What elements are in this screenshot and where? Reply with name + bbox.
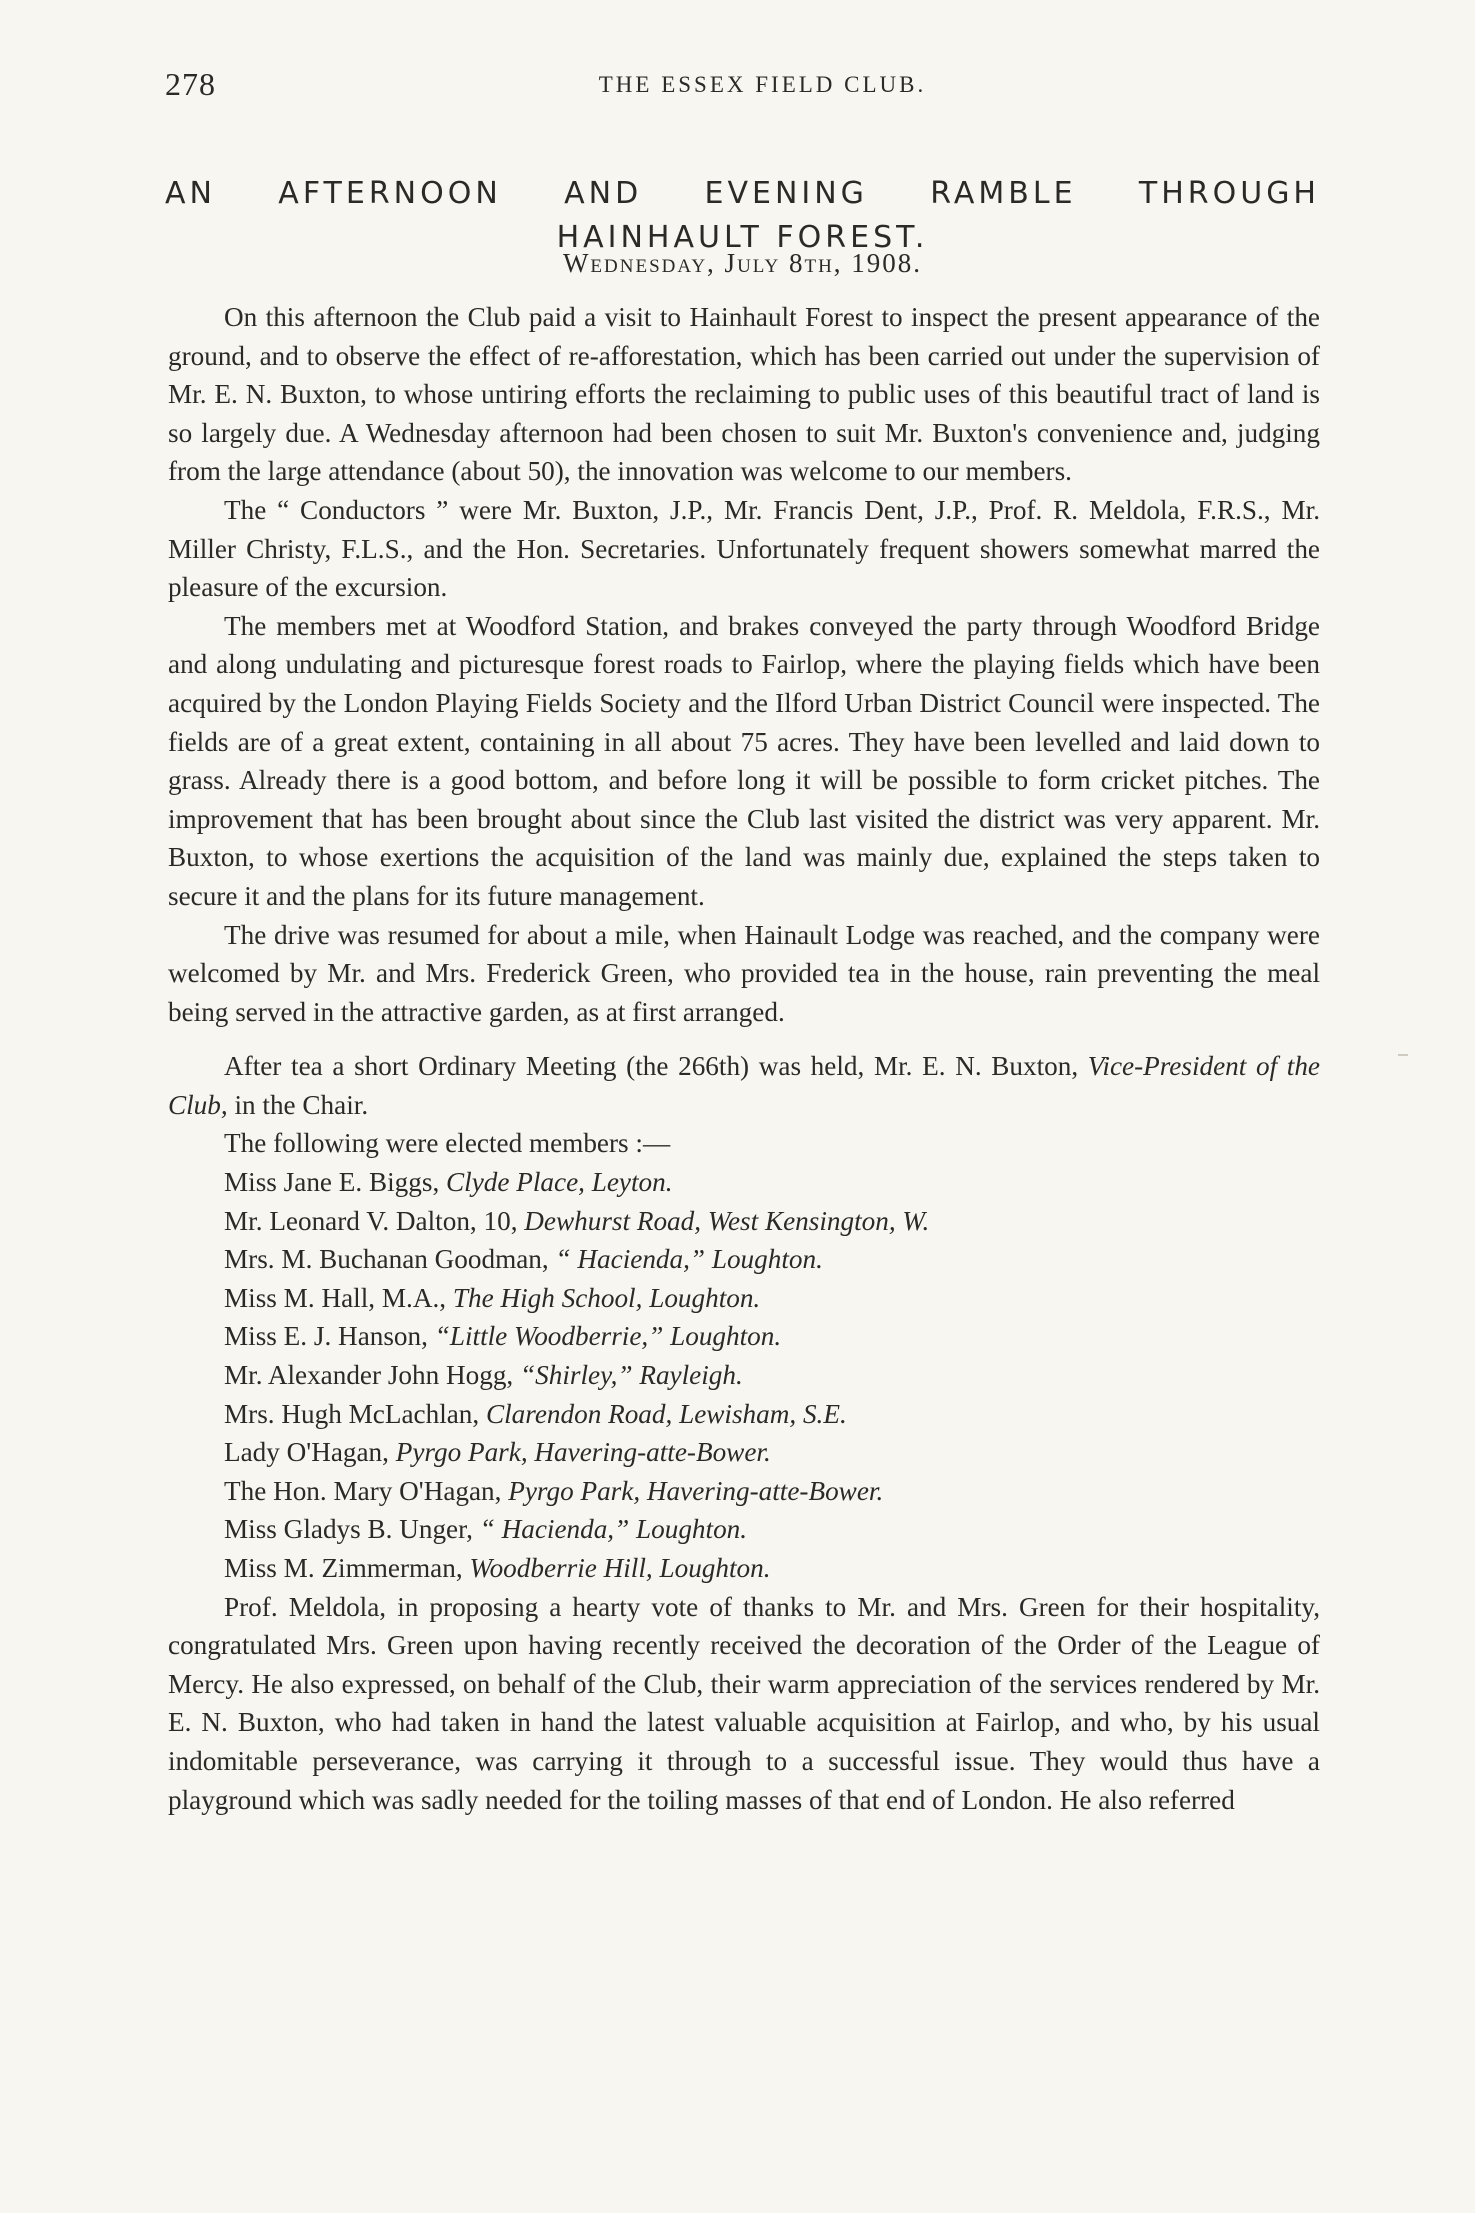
paragraph-fairlop: The members met at Woodford Station, and brakes conveyed the party through Woodford Bridge and along undulating and picturesque forest roads to Fairlop, where the playing fields which have been acquired by the London Playing Fields Society and the Ilford Urban District Council were inspected. The fields are of a great extent, containing in all about 75 acres. They have been levelled and laid down to grass. Already there is a good bottom, and before long it will be possible to form cricket pitches. The improvement that has been brought about since the Club last visited the district was very apparent. Mr. Buxton, to whose exertions the acquisition of the land was mainly due, explained the steps taken to secure it and the plans for its future management.	[168, 610, 1320, 911]
member-item	[168, 1472, 1320, 1511]
member-name: Miss M. Zimmerman,	[224, 1553, 470, 1583]
paragraph-elected-intro: The following were elected members :—	[224, 1128, 671, 1159]
meeting-text-end: in the Chair.	[227, 1089, 369, 1120]
member-name: Mr. Leonard V. Dalton, 10,	[224, 1205, 525, 1236]
paragraph-hainault-lodge: The drive was resumed for about a mile, when Hainault Lodge was reached, and the company were welcomed by Mr. and Mrs. Frederick Green, who provided tea in the house, rain preventing the meal being served in the attractive garden, as at first arranged.	[168, 919, 1320, 1027]
member-address: Pyrgo Park, Havering-atte-Bower.	[508, 1475, 884, 1506]
paragraph-conductors: The “ Conductors ” were Mr. Buxton, J.P., Mr. Francis Dent, J.P., Prof. R. Meldola, F.R.S., Mr. Miller Christy, F.L.S., and the Hon. Secretaries. Unfortunately frequent showers somewhat marred the pleasure of the excursion.	[168, 494, 1320, 603]
member-item	[168, 1510, 1320, 1549]
member-address: Pyrgo Park, Havering-atte-Bower.	[395, 1437, 771, 1468]
paragraph-meeting	[168, 1047, 1320, 1124]
member-item	[168, 1202, 1320, 1241]
member-address: “Little Woodberrie,” Loughton.	[434, 1321, 782, 1352]
member-item	[168, 1317, 1320, 1356]
member-item	[168, 1240, 1320, 1279]
member-address: “Shirley,” Rayleigh.	[520, 1360, 743, 1391]
page-mark	[1398, 1054, 1408, 1056]
member-address: The High School, Loughton.	[452, 1282, 761, 1313]
member-item	[168, 1433, 1320, 1472]
meeting-text-start: After tea a short Ordinary Meeting (the 266th) was held, Mr. E. N. Buxton,	[224, 1051, 1088, 1082]
paragraph-vote-of-thanks: Prof. Meldola, in proposing a hearty vote of thanks to Mr. and Mrs. Green for their hospitality, congratulated Mrs. Green upon having recently received the decoration of the Order of the League of Mercy. He also expressed, on behalf of the Club, their warm appreciation of the services rendered by Mr. E. N. Buxton, who had taken in hand the latest valuable acquisition at Fairlop, and who, by his usual indomitable perseverance, was carrying it through to a successful issue. They would thus have a playground which was sadly needed for the toiling masses of that end of London. He also referred	[168, 1591, 1320, 1815]
elected-members-list	[168, 1163, 1320, 1588]
page-number: 278	[165, 66, 216, 102]
member-name: Miss M. Hall, M.A.,	[224, 1282, 453, 1313]
member-address: Woodberrie Hill, Loughton.	[469, 1553, 771, 1583]
member-item	[168, 1163, 1320, 1202]
article-title-line-2: HAINHAULT FOREST.	[556, 220, 929, 256]
member-address: “ Hacienda,” Loughton.	[479, 1514, 748, 1545]
running-head	[165, 66, 1320, 116]
member-item	[168, 1395, 1320, 1434]
meeting-chair-title: Vice-President of the Club,	[168, 1051, 1320, 1120]
member-name: Miss Jane E. Biggs,	[224, 1167, 447, 1198]
member-name: Miss Gladys B. Unger,	[224, 1514, 480, 1545]
member-item	[168, 1279, 1320, 1318]
article-body	[168, 298, 1320, 1819]
article-date: Wednesday, July 8th, 1908.	[562, 248, 923, 278]
journal-title: THE ESSEX FIELD CLUB.	[598, 72, 927, 97]
member-address: “ Hacienda,” Loughton.	[555, 1244, 823, 1275]
member-address: Clyde Place, Leyton.	[446, 1167, 673, 1198]
member-item	[168, 1356, 1320, 1395]
member-name: The Hon. Mary O'Hagan,	[224, 1475, 509, 1506]
member-item	[168, 1549, 1320, 1588]
member-name: Lady O'Hagan,	[224, 1437, 396, 1468]
article-title	[165, 172, 1320, 260]
member-name: Miss E. J. Hanson,	[224, 1321, 435, 1352]
member-address: Clarendon Road, Lewisham, S.E.	[486, 1398, 847, 1429]
member-name: Mr. Alexander John Hogg,	[224, 1360, 521, 1391]
article-title-line-1: AN AFTERNOON AND EVENING RAMBLE THROUGH	[165, 176, 1320, 212]
member-name: Mrs. Hugh McLachlan,	[224, 1398, 486, 1429]
member-name: Mrs. M. Buchanan Goodman,	[224, 1244, 556, 1275]
member-address: Dewhurst Road, West Kensington, W.	[524, 1205, 930, 1236]
paragraph-visit: On this afternoon the Club paid a visit to Hainhault Forest to inspect the present appearance of the ground, and to observe the effect of re-afforestation, which has been carried out under the supervision of Mr. E. N. Buxton, to whose untiring efforts the reclaiming to public uses of this beautiful tract of land is so largely due. A Wednesday afternoon had been chosen to suit Mr. Buxton's convenience and, judging from the large attendance (about 50), the innovation was welcome to our members.	[168, 302, 1320, 487]
